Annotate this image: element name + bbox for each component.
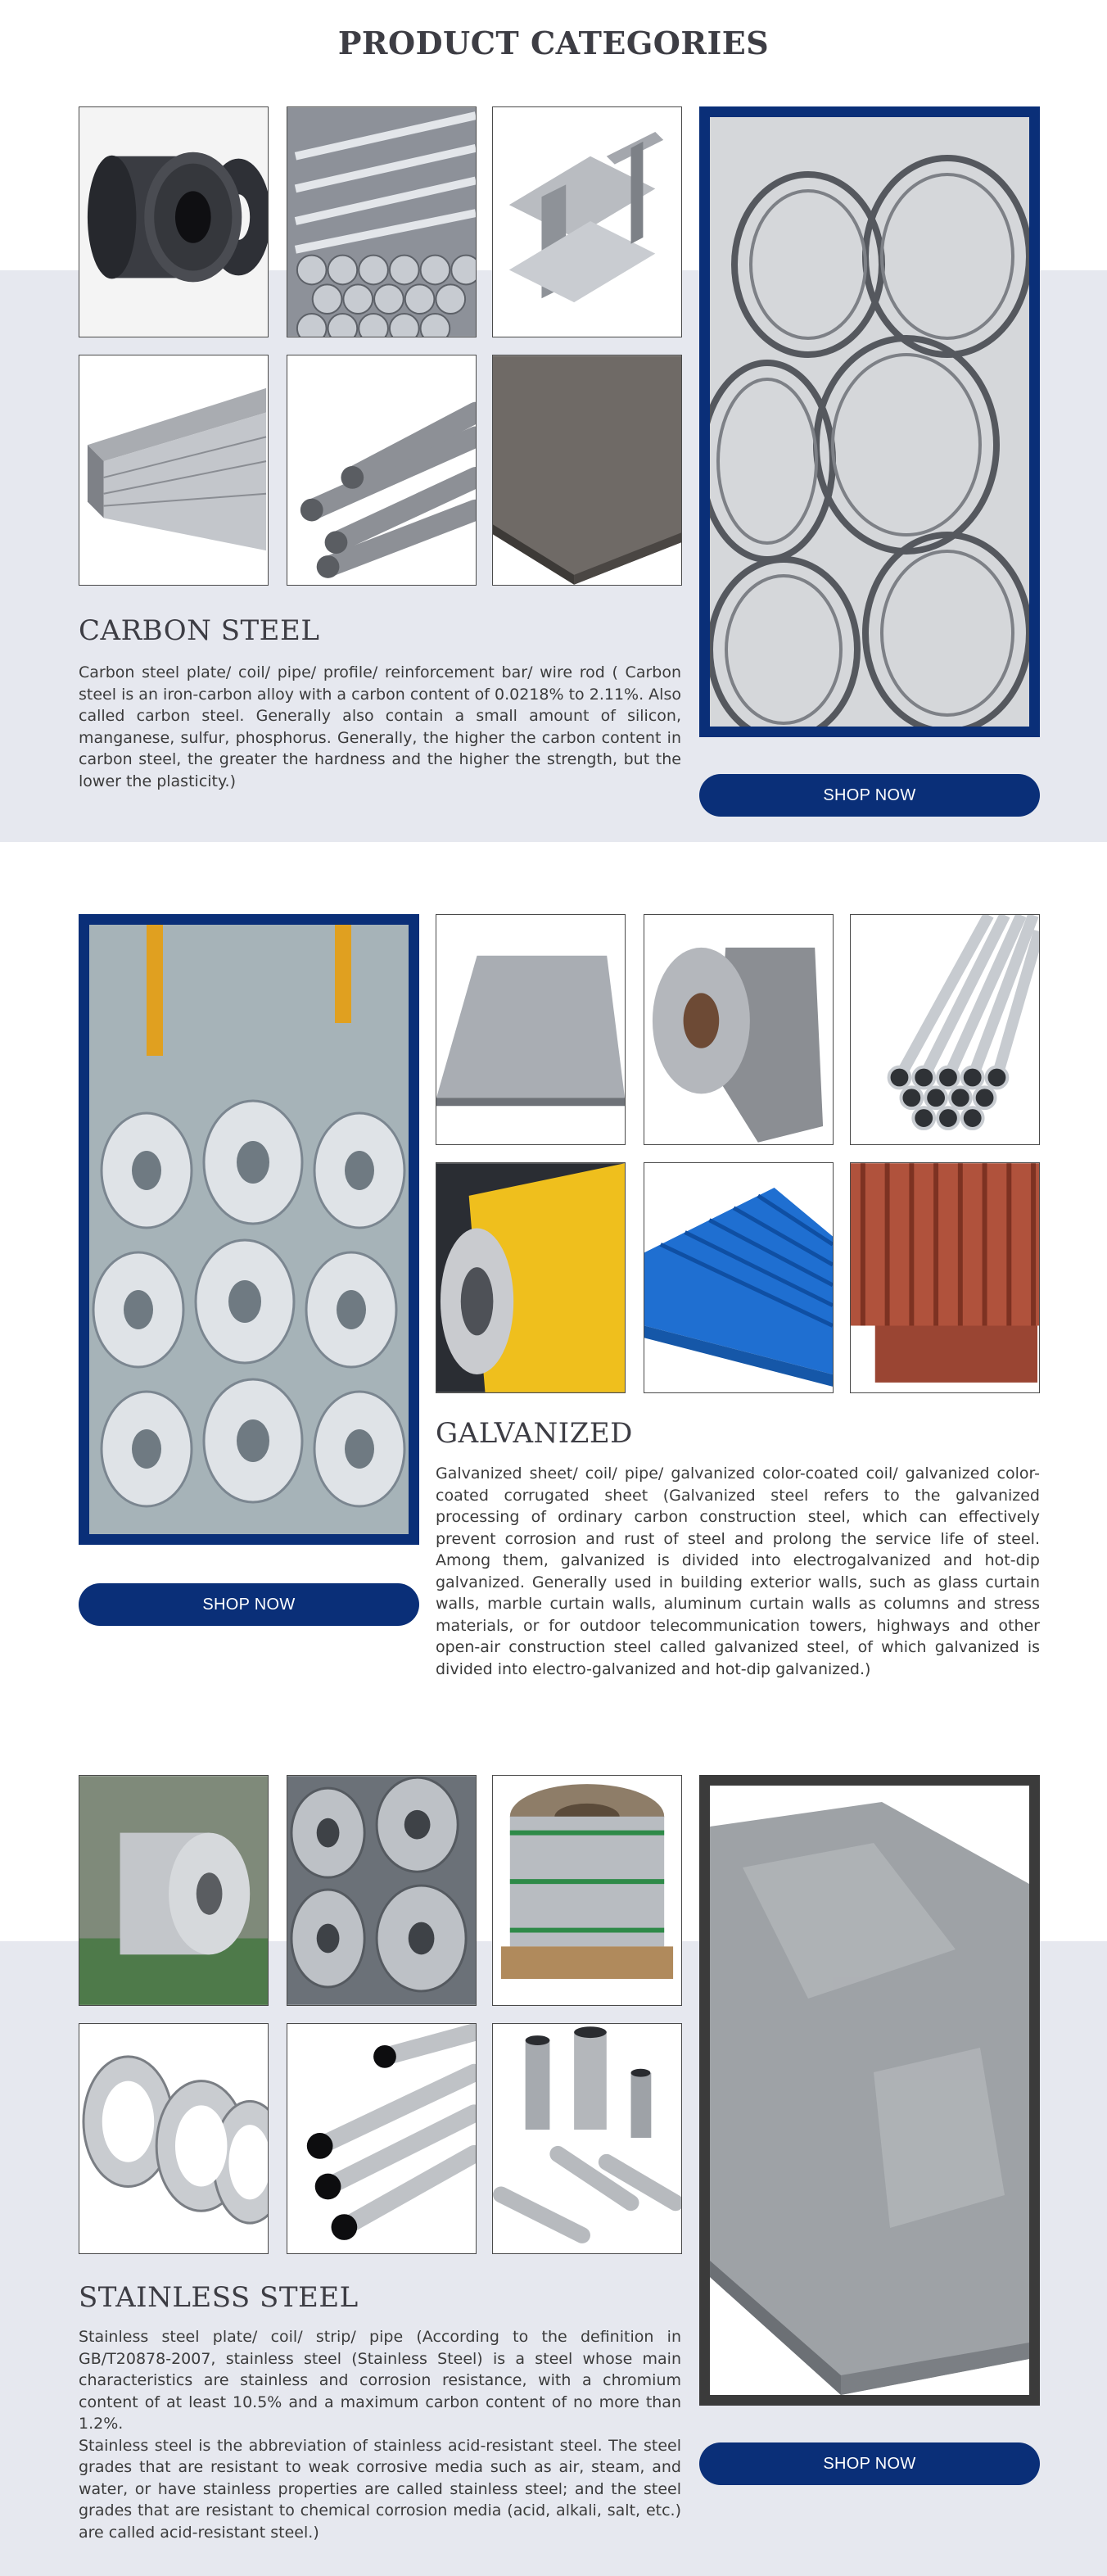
stainless-tubes-image[interactable] — [287, 2023, 477, 2254]
stainless-sheet-stack-image[interactable] — [699, 1775, 1040, 2406]
galvanized-title: GALVANIZED — [436, 1417, 633, 1450]
wire-rod-coils-image[interactable] — [699, 106, 1040, 737]
galvanized-description: Galvanized sheet/ coil/ pipe/ galvanized color-coated coil/ galvanized color-coated corrugated sheet (Galvanized steel refers to the galvanized processing of ordinary carbon construction steel, which can effectively prevent corrosion and rust of steel and prolong the service life of steel. Among them, galvanized is divided into electrogalvanized and hot-dip galvanized. Generally used in building exterior walls, such as glass curtain walls, marble curtain walls, aluminum curtain walls as columns and stress materials, or for outdoor telecommunication towers, highways and other open-air construction steel called galvanized steel, of which galvanized is divided into electro-galvanized and hot-dip galvanized.) — [436, 1465, 1040, 1678]
steel-pipes-image[interactable] — [287, 106, 477, 337]
color-coated-coil-image[interactable] — [436, 1162, 626, 1393]
angle-steel-image[interactable] — [79, 355, 269, 586]
galvanized-coil-image[interactable] — [644, 914, 834, 1145]
red-corrugated-sheet-image[interactable] — [850, 1162, 1040, 1393]
stainless-steel-description: Stainless steel plate/ coil/ strip/ pipe (According to the definition in GB/T20878-2007, stainless steel (Stainless Steel) is a steel whose main characteristics are stainless and corrosion resistance, with a chromium content of at least 10.5% and a maximum carbon content of no more than 1.2%. Stainless steel is the abbreviation of stainless acid-resistant steel. The steel grades that are resistant to weak corrosive media such as air, steam, and water, or have stainless properties are called stainless steel; and the steel grades that are resistant to chemical corrosion media (acid, alkali, salt, etc.) are called acid-resistant steel.) — [79, 2328, 681, 2542]
carbon-steel-description: Carbon steel plate/ coil/ pipe/ profile/ reinforcement bar/ wire rod ( Carbon steel is an iron-carbon alloy with a carbon content of 0.0218% to 2.11%. Also called carbon steel. Generally also contain a small amount of silicon, manganese, sulfur, phosphorus. Generally, the higher the carbon content in carbon steel, the greater the hardness and the higher the strength, but the lower the plasticity.) — [79, 663, 681, 790]
blue-corrugated-sheet-image[interactable] — [644, 1162, 834, 1393]
stainless-pipes-image[interactable] — [492, 2023, 682, 2254]
galvanized-sheet-image[interactable] — [436, 914, 626, 1145]
stainless-strip-rolls-image[interactable] — [79, 2023, 269, 2254]
galvanized-shop-now-button[interactable]: SHOP NOW — [79, 1583, 419, 1626]
stainless-coil-image[interactable] — [79, 1775, 269, 2006]
carbon-steel-title: CARBON STEEL — [79, 614, 320, 647]
rebar-image[interactable] — [287, 355, 477, 586]
steel-coil-image[interactable] — [79, 106, 269, 337]
galvanized-pipes-image[interactable] — [850, 914, 1040, 1145]
h-beam-image[interactable] — [492, 106, 682, 337]
stainless-steel-shop-now-button[interactable]: SHOP NOW — [699, 2442, 1040, 2485]
page-title: PRODUCT CATEGORIES — [337, 25, 770, 61]
stainless-steel-title: STAINLESS STEEL — [79, 2281, 359, 2314]
galvanized-coils-warehouse-image[interactable] — [79, 914, 419, 1545]
steel-plate-image[interactable] — [492, 355, 682, 586]
stainless-coils-stack-image[interactable] — [287, 1775, 477, 2006]
carbon-steel-shop-now-button[interactable]: SHOP NOW — [699, 774, 1040, 817]
wrapped-strip-coil-image[interactable] — [492, 1775, 682, 2006]
